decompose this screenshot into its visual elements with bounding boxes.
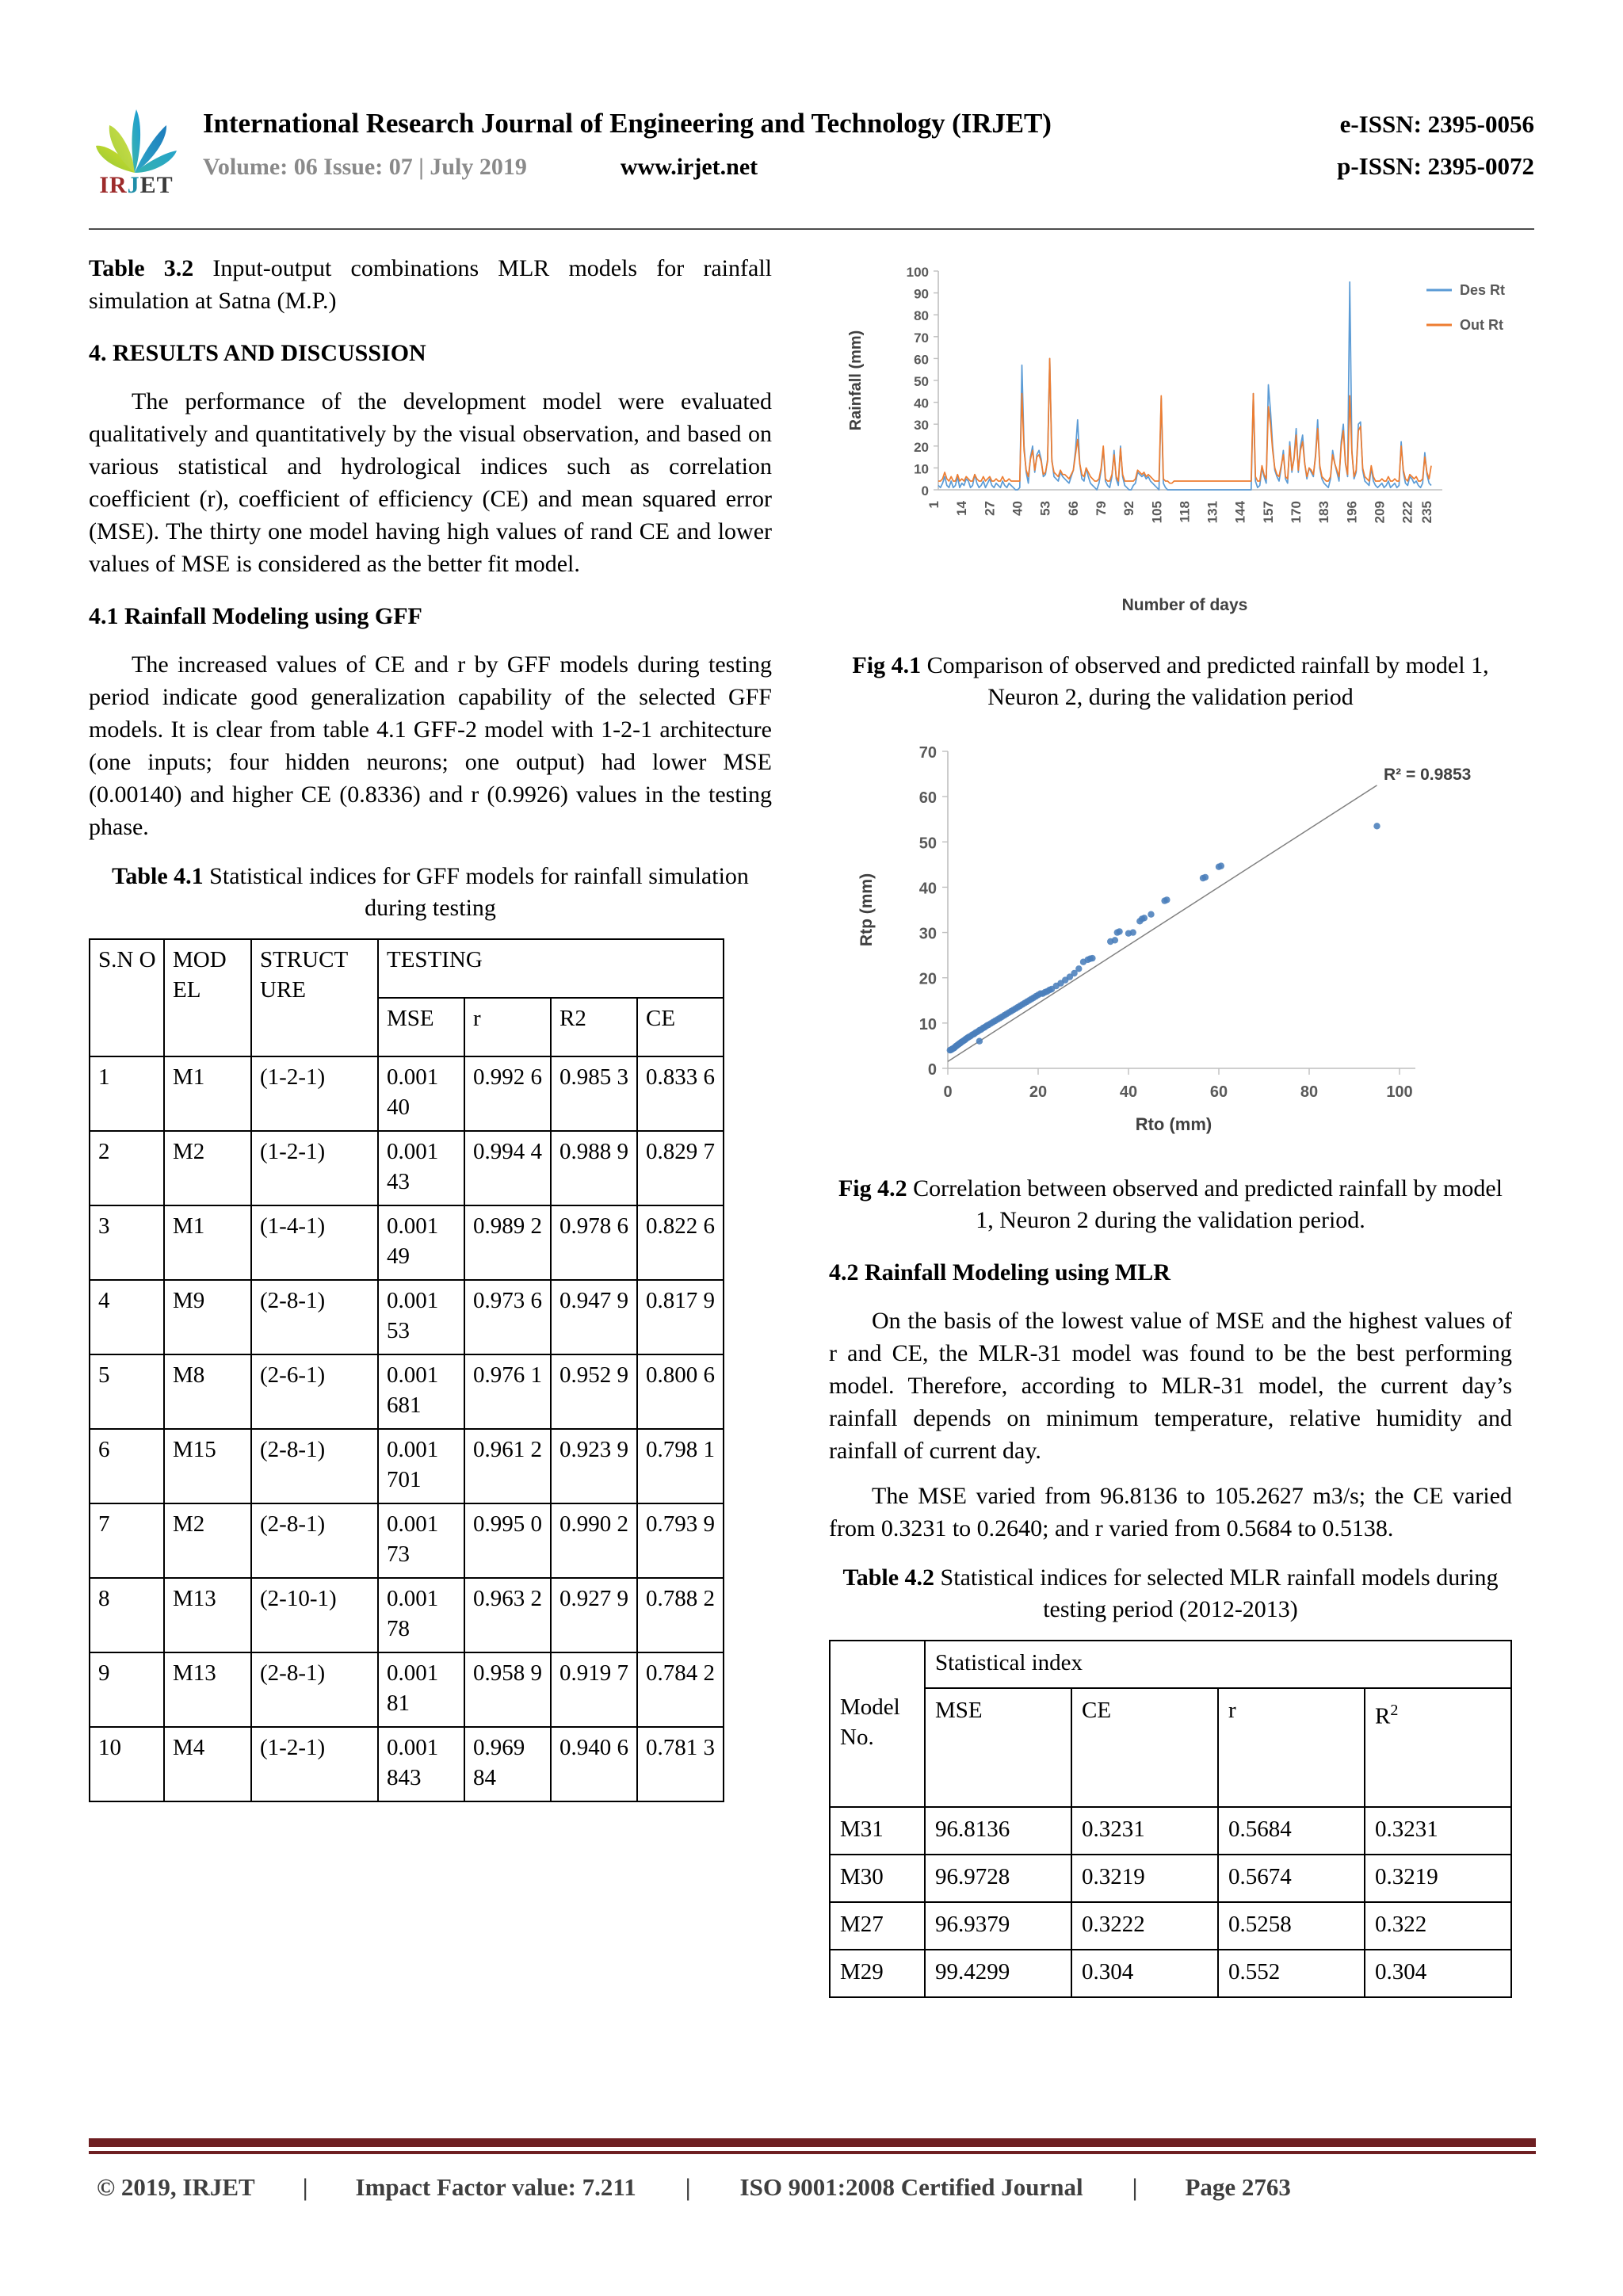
journal-website[interactable]: www.irjet.net: [620, 154, 758, 180]
svg-text:144: 144: [1232, 501, 1248, 524]
svg-text:92: 92: [1121, 501, 1137, 516]
journal-title: International Research Journal of Engineering and Technology (IRJET): [203, 108, 1052, 139]
cell-model: M1: [164, 1205, 251, 1280]
svg-text:Des Rt: Des Rt: [1460, 282, 1506, 298]
cell-ce: 0.829 7: [637, 1131, 724, 1205]
cell-structure: (2-6-1): [251, 1354, 378, 1429]
svg-text:27: 27: [982, 501, 998, 516]
cell-ce: 0.3222: [1071, 1902, 1218, 1950]
footer-impact-factor: Impact Factor value: 7.211: [355, 2173, 636, 2201]
cell-ce: 0.833 6: [637, 1056, 724, 1131]
figure-4-1-caption-text: Comparison of observed and predicted rainfall by model 1, Neuron 2, during the validation period: [921, 652, 1489, 710]
heading-results-and-discussion: 4. RESULTS AND DISCUSSION: [89, 340, 426, 366]
figure-4-2-caption-label: Fig 4.2: [838, 1175, 907, 1201]
table-4-2-caption-text: Statistical indices for selected MLR rainfall models during testing period (2012-2013): [934, 1564, 1499, 1622]
svg-text:66: 66: [1065, 501, 1081, 516]
cell-sno: 7: [90, 1503, 164, 1578]
table-4-2-caption: [829, 1562, 1512, 1626]
cell-model: M1: [164, 1056, 251, 1131]
footer-separator-3: |: [1132, 2173, 1138, 2201]
cell-r2: 0.322: [1365, 1902, 1511, 1950]
svg-text:80: 80: [1300, 1083, 1319, 1101]
svg-text:60: 60: [914, 352, 929, 368]
svg-text:170: 170: [1289, 501, 1304, 524]
cell-sno: 1: [90, 1056, 164, 1131]
svg-text:Number of days: Number of days: [1121, 596, 1248, 614]
th-ce: CE: [1071, 1688, 1218, 1807]
cell-ce: 0.822 6: [637, 1205, 724, 1280]
footer-rule-thick: [89, 2138, 1536, 2147]
cell-model: M27: [830, 1902, 925, 1950]
footer-separator-1: |: [302, 2173, 308, 2201]
figure-4-1-caption-label: Fig 4.1: [852, 652, 922, 678]
table-row: [830, 1902, 1511, 1950]
svg-text:196: 196: [1344, 501, 1360, 524]
cell-r2: 0.304: [1365, 1950, 1511, 1997]
cell-r2: 0.988 9: [551, 1131, 637, 1205]
cell-structure: (1-2-1): [251, 1056, 378, 1131]
svg-text:235: 235: [1419, 501, 1434, 524]
cell-ce: 0.800 6: [637, 1354, 724, 1429]
journal-masthead: [89, 101, 1534, 228]
cell-structure: (2-8-1): [251, 1429, 378, 1503]
svg-text:40: 40: [914, 395, 929, 411]
cell-ce: 0.304: [1071, 1950, 1218, 1997]
heading-4-2-mlr: 4.2 Rainfall Modeling using MLR: [829, 1259, 1170, 1286]
svg-text:Rtp (mm): Rtp (mm): [857, 873, 876, 947]
header-divider: [89, 228, 1534, 230]
cell-model: M4: [164, 1727, 251, 1801]
svg-text:100: 100: [906, 265, 929, 280]
footer-page-number: Page 2763: [1185, 2173, 1291, 2201]
cell-sno: 6: [90, 1429, 164, 1503]
table-row: [90, 1727, 724, 1801]
th-model: MOD EL: [164, 939, 251, 1056]
figure-4-2-caption-text: Correlation between observed and predicted rainfall by model 1, Neuron 2 during the validation period.: [907, 1175, 1503, 1233]
figure-4-1: [829, 252, 1512, 632]
svg-text:118: 118: [1177, 501, 1193, 523]
cell-r: 0.5674: [1218, 1855, 1365, 1902]
cell-r: 0.969 84: [464, 1727, 551, 1801]
cell-model: M2: [164, 1503, 251, 1578]
cell-sno: 2: [90, 1131, 164, 1205]
svg-text:60: 60: [918, 789, 937, 808]
cell-mse: 0.001 78: [378, 1578, 464, 1652]
cell-mse: 0.001 49: [378, 1205, 464, 1280]
th-r: r: [1218, 1688, 1365, 1807]
svg-text:30: 30: [914, 418, 929, 434]
cell-r2: 0.3231: [1365, 1807, 1511, 1855]
svg-text:0: 0: [921, 483, 929, 499]
svg-text:157: 157: [1260, 501, 1276, 524]
svg-text:30: 30: [918, 925, 937, 943]
svg-text:100: 100: [1386, 1083, 1413, 1101]
irjet-wordmark: [92, 173, 181, 198]
cell-mse: 0.001 81: [378, 1652, 464, 1727]
cell-structure: (1-2-1): [251, 1131, 378, 1205]
svg-text:Out Rt: Out Rt: [1460, 317, 1503, 333]
rainfall-timeseries-chart: [829, 252, 1512, 625]
svg-text:131: 131: [1205, 501, 1220, 524]
cell-r: 0.5684: [1218, 1807, 1365, 1855]
svg-text:40: 40: [1119, 1083, 1138, 1101]
logo-text-ir: IR: [99, 172, 128, 198]
table-4-2: [829, 1640, 1512, 1998]
svg-text:10: 10: [918, 1015, 937, 1033]
table-4-2-caption-label: Table 4.2: [842, 1564, 935, 1591]
table-3-2-caption: [89, 252, 772, 317]
cell-ce: 0.793 9: [637, 1503, 724, 1578]
leaf-fan-icon: [94, 106, 179, 174]
logo-text-et: ET: [139, 172, 174, 198]
cell-sno: 8: [90, 1578, 164, 1652]
table-4-1-caption: [89, 861, 772, 924]
cell-model: M13: [164, 1652, 251, 1727]
svg-text:183: 183: [1316, 501, 1332, 524]
cell-r2: 0.927 9: [551, 1578, 637, 1652]
cell-model: M31: [830, 1807, 925, 1855]
cell-r2: 0.985 3: [551, 1056, 637, 1131]
cell-r: 0.976 1: [464, 1354, 551, 1429]
cell-r2: 0.947 9: [551, 1280, 637, 1354]
p-issn: p-ISSN: 2395-0072: [1337, 152, 1534, 180]
table-row: [90, 1131, 724, 1205]
cell-model: M29: [830, 1950, 925, 1997]
cell-model: M13: [164, 1578, 251, 1652]
svg-text:90: 90: [914, 286, 929, 302]
svg-text:40: 40: [1010, 501, 1025, 516]
irjet-logo: [89, 105, 182, 201]
cell-r2: 0.990 2: [551, 1503, 637, 1578]
th-sno: S.N O: [90, 939, 164, 1056]
footer-separator-2: |: [685, 2173, 691, 2201]
cell-ce: 0.788 2: [637, 1578, 724, 1652]
cell-mse: 96.9379: [925, 1902, 1071, 1950]
cell-mse: 0.001 40: [378, 1056, 464, 1131]
th-mse: MSE: [925, 1688, 1071, 1807]
cell-r2: 0.923 9: [551, 1429, 637, 1503]
svg-text:1: 1: [926, 501, 941, 509]
svg-text:105: 105: [1149, 501, 1165, 524]
cell-ce: 0.784 2: [637, 1652, 724, 1727]
svg-text:209: 209: [1372, 501, 1388, 524]
table-4-1-caption-text: Statistical indices for GFF models for rainfall simulation during testing: [203, 863, 749, 921]
cell-r2: 0.978 6: [551, 1205, 637, 1280]
svg-text:79: 79: [1093, 501, 1109, 516]
svg-text:70: 70: [914, 330, 929, 346]
cell-r2: 0.940 6: [551, 1727, 637, 1801]
cell-mse: 0.001 681: [378, 1354, 464, 1429]
table-row: [830, 1807, 1511, 1855]
cell-ce: 0.3219: [1071, 1855, 1218, 1902]
mlr-paragraph-2: The MSE varied from 96.8136 to 105.2627 m3/s; the CE varied from 0.3231 to 0.2640; and r varied from 0.5684 to 0.5138.: [829, 1483, 1512, 1541]
table-row: [90, 1354, 724, 1429]
svg-text:0: 0: [943, 1083, 953, 1101]
cell-mse: 96.9728: [925, 1855, 1071, 1902]
e-issn: e-ISSN: 2395-0056: [1339, 110, 1534, 138]
svg-text:70: 70: [918, 744, 937, 762]
logo-text-j: J: [127, 172, 140, 198]
cell-structure: (2-8-1): [251, 1652, 378, 1727]
cell-model: M8: [164, 1354, 251, 1429]
cell-mse: 0.001 53: [378, 1280, 464, 1354]
gff-paragraph: The increased values of CE and r by GFF models during testing period indicate good generalization capability of the selected GFF models. It is clear from table 4.1 GFF-2 model with 1-2-1 architecture (one inputs; four hidden neurons; one output) had lower MSE (0.00140) and higher CE (0.8336) and r (0.9926) values in the testing phase.: [89, 651, 772, 840]
table-row: [90, 1429, 724, 1503]
mlr-paragraph-1: On the basis of the lowest value of MSE and the highest values of r and CE, the MLR-31 model was found to be the best performing model. Therefore, according to MLR-31 model, the current day’s rainfall depends on minimum temperature, relative humidity and rainfall of current day.: [829, 1308, 1512, 1464]
table-row: [90, 1652, 724, 1727]
footer-rule-thin: [89, 2151, 1536, 2154]
svg-text:80: 80: [914, 308, 929, 324]
cell-structure: (1-4-1): [251, 1205, 378, 1280]
svg-text:20: 20: [914, 439, 929, 455]
table-row: [830, 1855, 1511, 1902]
figure-4-2: [829, 728, 1512, 1156]
cell-r: 0.963 2: [464, 1578, 551, 1652]
cell-r: 0.552: [1218, 1950, 1365, 1997]
table-row: [90, 1503, 724, 1578]
cell-structure: (2-8-1): [251, 1280, 378, 1354]
th-testing: TESTING: [378, 939, 724, 998]
th-r2: R2: [551, 998, 637, 1056]
cell-r2: 0.952 9: [551, 1354, 637, 1429]
cell-r2: 0.919 7: [551, 1652, 637, 1727]
table-4-1-caption-label: Table 4.1: [112, 863, 204, 889]
th-model-no: Model No.: [830, 1641, 925, 1807]
svg-text:50: 50: [914, 374, 929, 389]
right-column: [829, 252, 1512, 1998]
cell-model: M2: [164, 1131, 251, 1205]
th-mse: MSE: [378, 998, 464, 1056]
cell-model: M9: [164, 1280, 251, 1354]
cell-r: 0.994 4: [464, 1131, 551, 1205]
cell-mse: 96.8136: [925, 1807, 1071, 1855]
th-structure: STRUCT URE: [251, 939, 378, 1056]
svg-text:0: 0: [927, 1061, 937, 1079]
table-row: [90, 1578, 724, 1652]
th-ce: CE: [637, 998, 724, 1056]
table-row: [830, 1950, 1511, 1997]
cell-ce: 0.798 1: [637, 1429, 724, 1503]
cell-mse: 0.001 43: [378, 1131, 464, 1205]
left-column: [89, 252, 772, 1802]
cell-sno: 5: [90, 1354, 164, 1429]
footer-copyright: © 2019, IRJET: [97, 2173, 255, 2201]
cell-structure: (2-8-1): [251, 1503, 378, 1578]
cell-sno: 10: [90, 1727, 164, 1801]
masthead-text: [182, 101, 1534, 181]
cell-structure: (2-10-1): [251, 1578, 378, 1652]
footer-divider: [89, 2138, 1536, 2154]
cell-model: M15: [164, 1429, 251, 1503]
cell-mse: 0.001 73: [378, 1503, 464, 1578]
table-3-2-caption-label: Table 3.2: [89, 255, 194, 281]
figure-4-2-caption: [829, 1173, 1512, 1236]
cell-mse: 99.4299: [925, 1950, 1071, 1997]
svg-text:53: 53: [1037, 501, 1053, 516]
svg-text:50: 50: [918, 835, 937, 853]
svg-text:60: 60: [1209, 1083, 1228, 1101]
svg-text:40: 40: [918, 880, 937, 898]
svg-text:222: 222: [1400, 501, 1415, 524]
table-3-2-caption-text: Input-output combinations MLR models for rainfall simulation at Satna (M.P.): [89, 255, 772, 314]
th-r2: $R^2$: [1365, 1688, 1511, 1807]
table-row-header-1: [830, 1641, 1511, 1688]
volume-issue: Volume: 06 Issue: 07 | July 2019: [203, 154, 527, 180]
svg-text:20: 20: [1029, 1083, 1048, 1101]
cell-r: 0.5258: [1218, 1902, 1365, 1950]
th-r: r: [464, 998, 551, 1056]
cell-structure: (1-2-1): [251, 1727, 378, 1801]
cell-r: 0.958 9: [464, 1652, 551, 1727]
cell-r: 0.995 0: [464, 1503, 551, 1578]
svg-text:Rainfall (mm): Rainfall (mm): [847, 330, 865, 431]
cell-ce: 0.781 3: [637, 1727, 724, 1801]
svg-text:Rto (mm): Rto (mm): [1135, 1114, 1212, 1134]
svg-text:R² = 0.9853: R² = 0.9853: [1384, 766, 1472, 784]
cell-mse: 0.001 843: [378, 1727, 464, 1801]
cell-sno: 4: [90, 1280, 164, 1354]
cell-mse: 0.001 701: [378, 1429, 464, 1503]
results-paragraph: The performance of the development model were evaluated qualitatively and quantitatively by the visual observation, and based on various statistical and hydrological indices such as correlation coefficient (r), coefficient of efficiency (CE) and mean squared error (MSE). The thirty one model having high values of rand CE and lower values of MSE is considered as the better fit model.: [89, 388, 772, 577]
rainfall-correlation-chart: [829, 728, 1512, 1148]
th-statistical-index: Statistical index: [925, 1641, 1511, 1688]
cell-sno: 9: [90, 1652, 164, 1727]
figure-4-1-caption: [829, 650, 1512, 713]
svg-text:20: 20: [918, 970, 937, 988]
table-row: [90, 1205, 724, 1280]
table-row: [90, 1280, 724, 1354]
cell-model: M30: [830, 1855, 925, 1902]
cell-r2: 0.3219: [1365, 1855, 1511, 1902]
footer-iso-certification: ISO 9001:2008 Certified Journal: [739, 2173, 1083, 2201]
cell-r: 0.992 6: [464, 1056, 551, 1131]
cell-ce: 0.817 9: [637, 1280, 724, 1354]
cell-r: 0.989 2: [464, 1205, 551, 1280]
cell-ce: 0.3231: [1071, 1807, 1218, 1855]
table-row: [90, 1056, 724, 1131]
cell-r: 0.961 2: [464, 1429, 551, 1503]
svg-text:10: 10: [914, 461, 929, 477]
page-footer: [89, 2173, 1536, 2202]
table-4-1: [89, 938, 724, 1802]
table-row-header-1: [90, 939, 724, 998]
table-row-header-2: [830, 1688, 1511, 1807]
heading-4-1-gff: 4.1 Rainfall Modeling using GFF: [89, 603, 422, 629]
svg-text:14: 14: [954, 501, 970, 516]
cell-sno: 3: [90, 1205, 164, 1280]
cell-r: 0.973 6: [464, 1280, 551, 1354]
